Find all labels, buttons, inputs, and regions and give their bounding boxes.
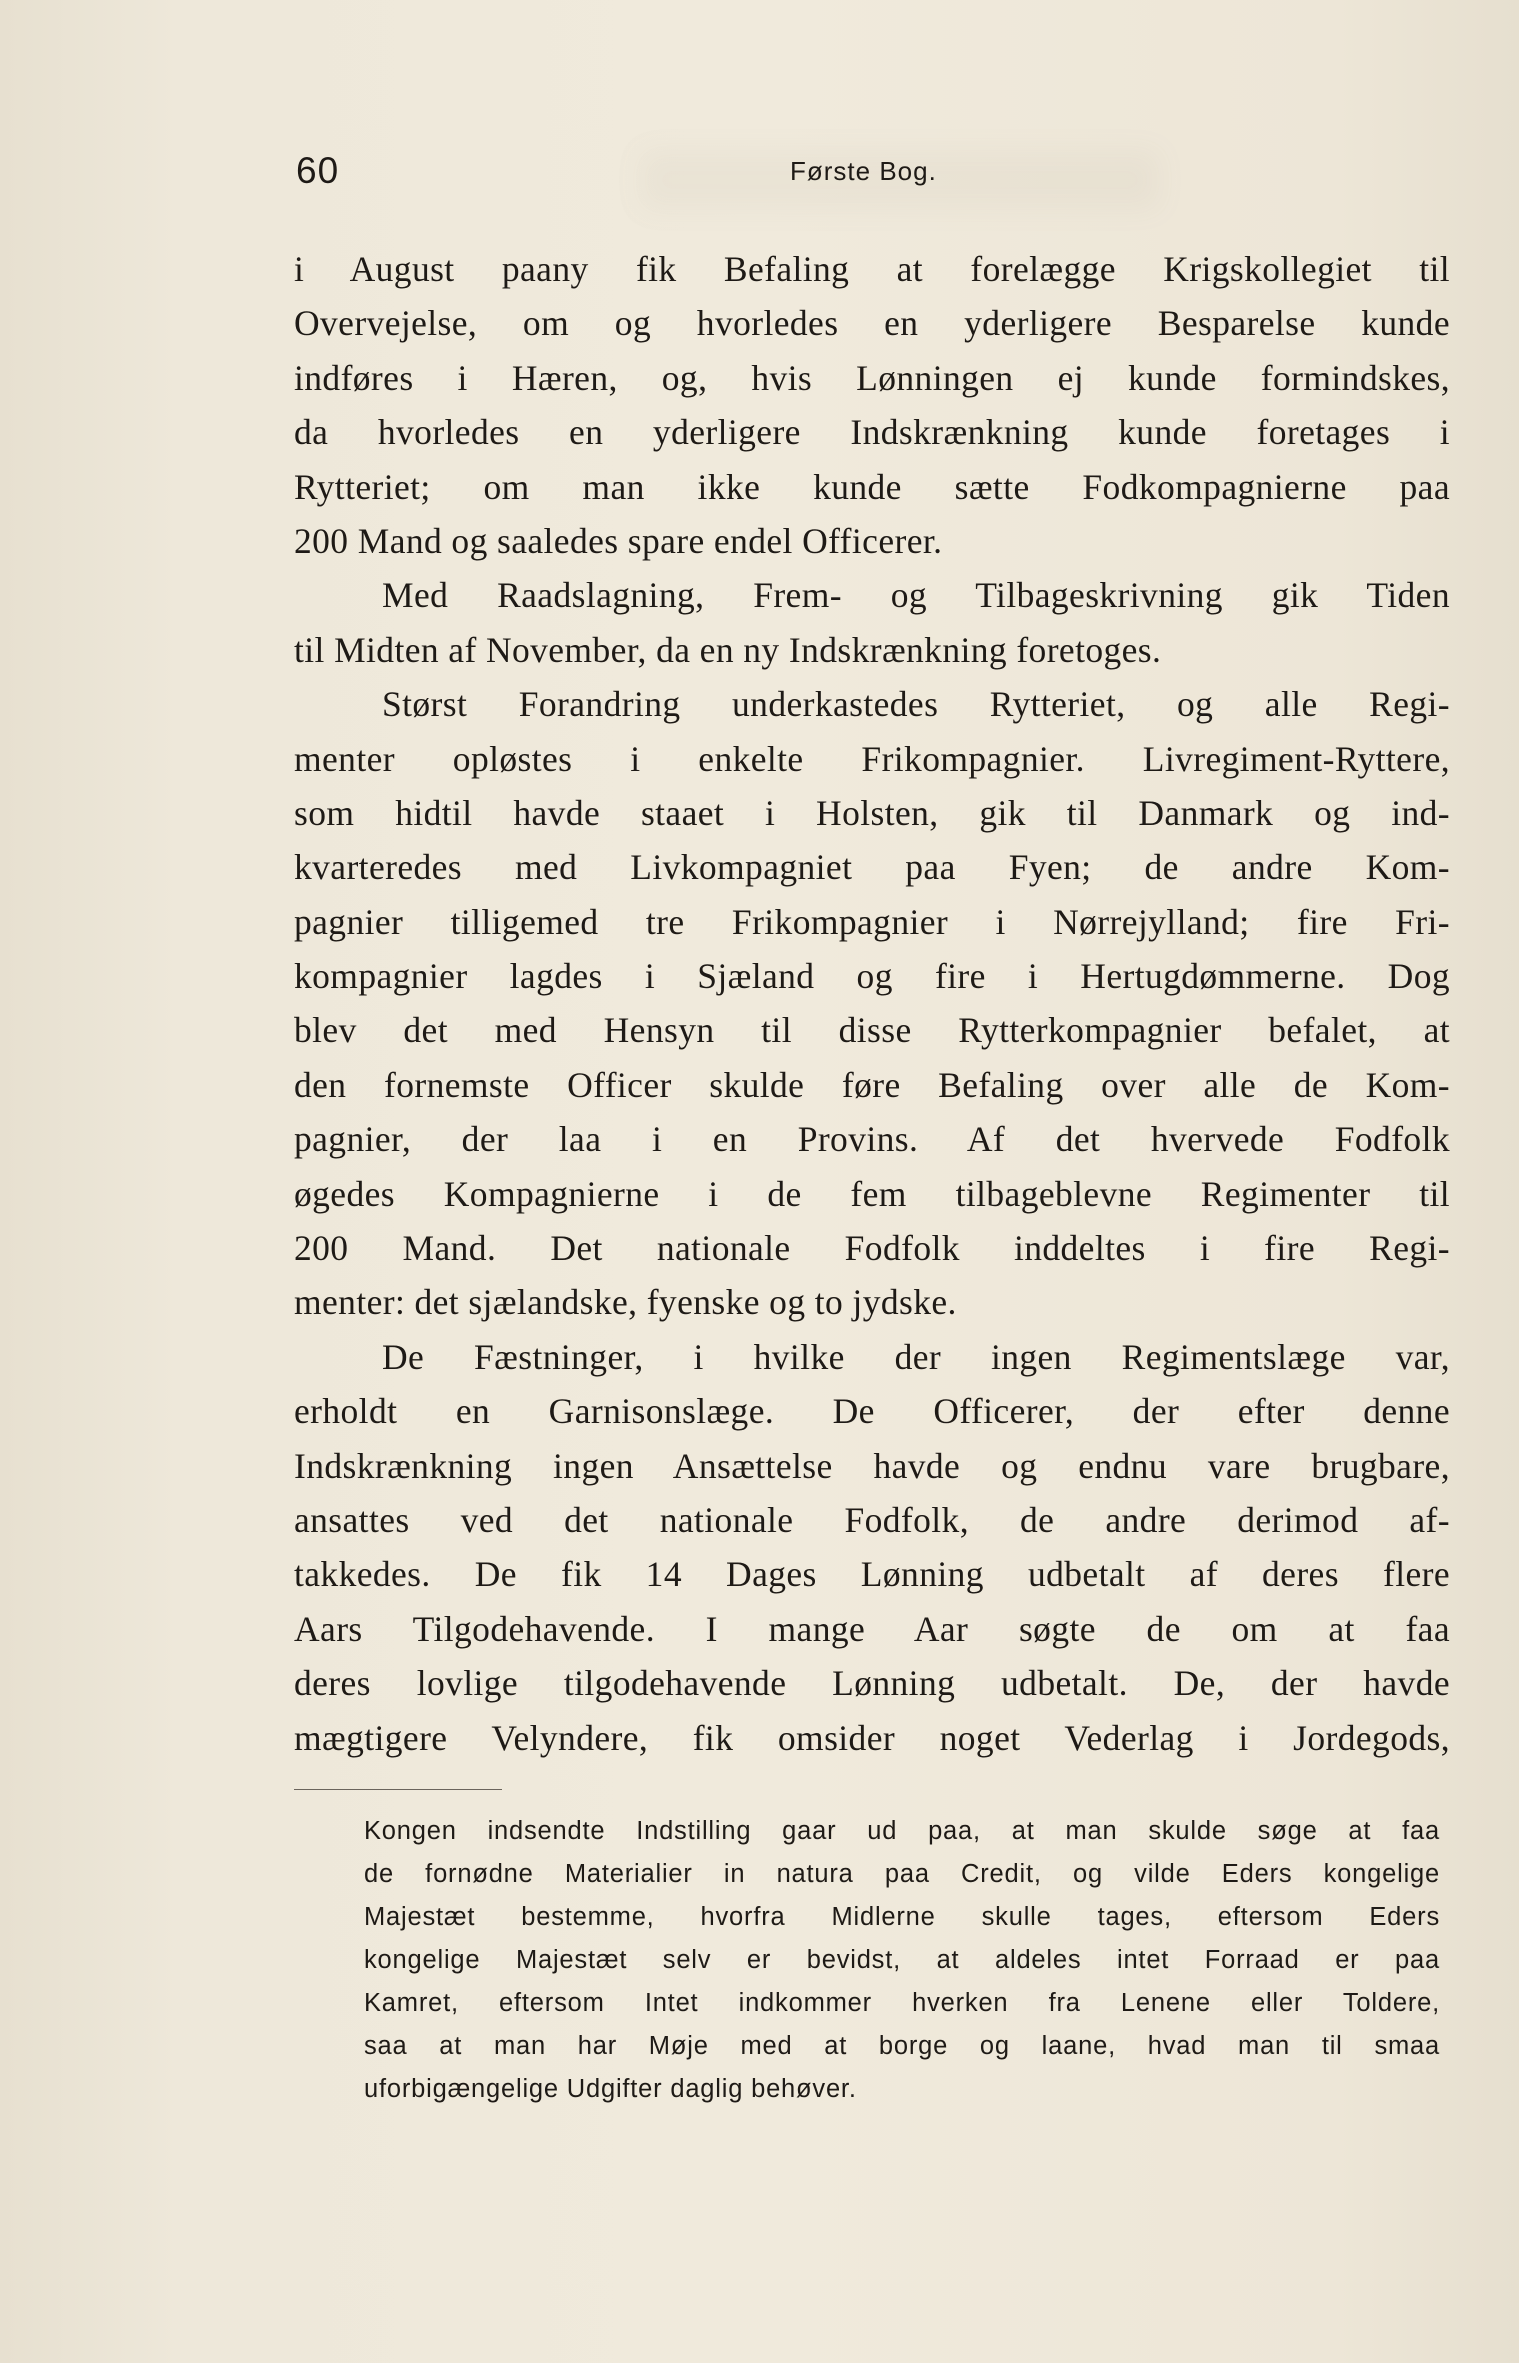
text-line: menter opløstes i enkelte Frikompagnier. Livregiment-Ryttere, — [294, 738, 1450, 779]
footnote-line: uforbigængelige Udgifter daglig behøver. — [364, 2075, 857, 2103]
running-title: Første Bog. — [790, 156, 937, 186]
text-line: Størst Forandring underkastedes Rytteriet, og alle Regi- — [382, 684, 1450, 725]
text-line: øgedes Kompagnierne i de fem tilbageblevne Regimenter til — [294, 1173, 1450, 1214]
footnote-line: kongelige Majestæt selv er bevidst, at aldeles intet Forraad er paa — [364, 1946, 1440, 1974]
text-line: den fornemste Officer skulde føre Befaling over alle de Kom- — [294, 1064, 1450, 1105]
text-line: som hidtil havde staaet i Holsten, gik til Danmark og ind- — [294, 792, 1450, 833]
footnote-divider — [294, 1789, 502, 1790]
text-line: erholdt en Garnisonslæge. De Officerer, der efter denne — [294, 1391, 1450, 1432]
text-line: kompagnier lagdes i Sjæland og fire i Hertugdømmerne. Dog — [294, 956, 1450, 997]
footnote — [364, 1810, 1440, 2111]
text-line: 200 Mand og saaledes spare endel Officerer. — [294, 520, 943, 561]
text-line: i August paany fik Befaling at forelægge Krigskollegiet til — [294, 249, 1450, 289]
text-line: menter: det sjælandske, fyenske og to jydske. — [294, 1282, 957, 1323]
text-line: Med Raadslagning, Frem- og Tilbageskrivning gik Tiden — [382, 575, 1450, 616]
text-line: kvarteredes med Livkompagniet paa Fyen; de andre Kom- — [294, 847, 1450, 888]
footnote-line: Majestæt bestemme, hvorfra Midlerne skulle tages, eftersom Eders — [364, 1903, 1440, 1931]
text-line: De Fæstninger, i hvilke der ingen Regimentslæge var, — [382, 1336, 1450, 1377]
text-line: pagnier tilligemed tre Frikompagnier i Nørrejylland; fire Fri- — [294, 901, 1450, 942]
text-line: deres lovlige tilgodehavende Lønning udbetalt. De, der havde — [294, 1663, 1450, 1704]
page-number: 60 — [296, 150, 340, 191]
text-line: indføres i Hæren, og, hvis Lønningen ej kunde formindskes, — [294, 357, 1450, 398]
text-line: takkedes. De fik 14 Dages Lønning udbetalt af deres flere — [294, 1554, 1450, 1595]
footnote-line: de fornødne Materialier in natura paa Credit, og vilde Eders kongelige — [364, 1860, 1440, 1888]
text-line: Indskrænkning ingen Ansættelse havde og endnu vare brugbare, — [294, 1445, 1450, 1486]
main-text — [294, 242, 1450, 1765]
text-line: Aars Tilgodehavende. I mange Aar søgte de om at faa — [294, 1608, 1450, 1649]
text-line: ansattes ved det nationale Fodfolk, de andre derimod af- — [294, 1499, 1450, 1540]
text-line: Rytteriet; om man ikke kunde sætte Fodkompagnierne paa — [294, 466, 1450, 507]
footnote-line: Kongen indsendte Indstilling gaar ud paa, at man skulde søge at faa — [364, 1817, 1440, 1845]
text-line: blev det med Hensyn til disse Rytterkompagnier befalet, at — [294, 1010, 1450, 1051]
running-head — [296, 150, 1446, 210]
text-line: da hvorledes en yderligere Indskrænkning kunde foretages i — [294, 412, 1450, 453]
text-line: pagnier, der laa i en Provins. Af det hvervede Fodfolk — [294, 1119, 1450, 1160]
text-line: til Midten af November, da en ny Indskrænkning foretoges. — [294, 629, 1162, 670]
footnote-line: Kamret, eftersom Intet indkommer hverken fra Lenene eller Toldere, — [364, 1989, 1440, 2017]
text-line: mægtigere Velyndere, fik omsider noget Vederlag i Jordegods, — [294, 1717, 1450, 1758]
text-line: 200 Mand. Det nationale Fodfolk inddeltes i fire Regi- — [294, 1228, 1450, 1269]
footnote-line: saa at man har Møje med at borge og laane, hvad man til smaa — [364, 2032, 1440, 2060]
text-line: Overvejelse, om og hvorledes en yderligere Besparelse kunde — [294, 303, 1450, 344]
